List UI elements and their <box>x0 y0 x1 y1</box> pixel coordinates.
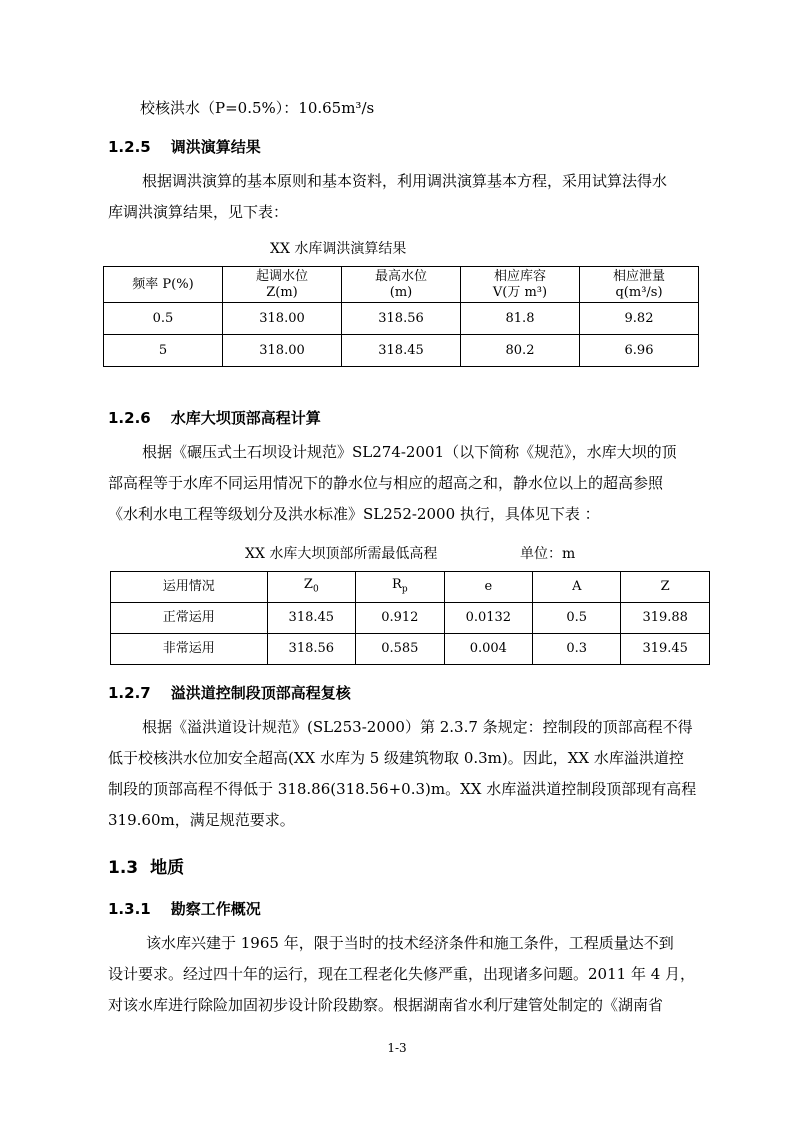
table-header-cell: A <box>533 572 621 603</box>
table-cell: 0.004 <box>444 634 533 665</box>
paragraph-line: 设计要求。经过四十年的运行，现在工程老化失修严重，出现诸多问题。2011 年 4 月， <box>108 965 696 983</box>
table-row <box>111 603 710 634</box>
table-cell: 非常运用 <box>111 634 268 665</box>
section-heading-1-2-7 <box>108 682 351 703</box>
section-number: 1.2.6 <box>108 409 151 427</box>
paragraph-line: 库调洪演算结果，见下表： <box>108 203 289 221</box>
table-cell: 318.56 <box>342 303 461 335</box>
section-number: 1.3 <box>108 858 139 878</box>
paragraph-line: 制段的顶部高程不得低于 318.86(318.56+0.3)m。XX 水库溢洪道控制段顶部现有高程 <box>108 780 697 798</box>
section-title: 地质 <box>150 858 185 878</box>
table-header-cell: Z <box>621 572 710 603</box>
table-cell: 81.8 <box>461 303 580 335</box>
paragraph-1-2-5 <box>108 166 700 228</box>
check-flood-line: 校核洪水（P=0.5%）：10.65m³/s <box>140 99 375 117</box>
table-header-cell: 最高水位 (m) <box>342 267 461 303</box>
section-title: 调洪演算结果 <box>170 138 261 156</box>
paragraph-line: 319.60m，满足规范要求。 <box>108 811 295 829</box>
table-cell: 319.45 <box>621 634 710 665</box>
paragraph-1-2-7 <box>108 712 700 836</box>
section-number: 1.2.5 <box>108 138 151 156</box>
dam-crest-elevation-table <box>110 571 710 665</box>
section-number: 1.2.7 <box>108 684 151 702</box>
table-cell: 318.00 <box>223 335 342 367</box>
paragraph-line: 对该水库进行除险加固初步设计阶段勘察。根据湖南省水利厅建管处制定的《湖南省 <box>108 996 664 1014</box>
paragraph-1-3-1 <box>108 928 700 1021</box>
paragraph-line: 《水利水电工程等级划分及洪水标准》SL252-2000 执行，具体见下表 ： <box>108 505 600 523</box>
table-header-cell: $Z_0$ <box>267 572 356 603</box>
table-row <box>104 335 699 367</box>
table-cell: 318.56 <box>267 634 356 665</box>
table-caption: XX 水库大坝顶部所需最低高程 <box>245 546 438 562</box>
table-cell: 正常运用 <box>111 603 268 634</box>
section-heading-1-3-1 <box>108 898 261 919</box>
table-cell: 318.45 <box>267 603 356 634</box>
table-header-row <box>104 267 699 303</box>
table-unit: 单位：m <box>520 546 576 562</box>
paragraph-line: 根据《碾压式土石坝设计规范》SL274-2001（以下简称《规范》，水库大坝的顶 <box>142 443 677 461</box>
section-title: 勘察工作概况 <box>170 900 261 918</box>
table-header-cell: 相应库容 V(万 m³) <box>461 267 580 303</box>
table-header-cell: $R_p$ <box>356 572 444 603</box>
paragraph-1-2-6 <box>108 437 700 530</box>
table-header-cell: 频率 P(%) <box>104 267 223 303</box>
section-heading-1-2-5 <box>108 136 261 157</box>
table-cell: 319.88 <box>621 603 710 634</box>
paragraph-line: 根据《溢洪道设计规范》(SL253-2000）第 2.3.7 条规定：控制段的顶部高程不得 <box>142 718 693 736</box>
section-heading-1-3 <box>108 853 184 878</box>
section-number: 1.3.1 <box>108 900 151 918</box>
table-row <box>104 303 699 335</box>
table-cell: 5 <box>104 335 223 367</box>
table-cell: 0.0132 <box>444 603 533 634</box>
flood-routing-table <box>103 266 699 367</box>
table-cell: 0.912 <box>356 603 444 634</box>
page-number: 1-3 <box>387 1041 407 1055</box>
table-cell: 0.5 <box>104 303 223 335</box>
table-cell: 6.96 <box>580 335 699 367</box>
section-title: 溢洪道控制段顶部高程复核 <box>170 684 351 702</box>
table-cell: 0.3 <box>533 634 621 665</box>
paragraph-line: 该水库兴建于 1965 年，限于当时的技术经济条件和施工条件，工程质量达不到 <box>146 934 674 952</box>
section-heading-1-2-6 <box>108 407 321 428</box>
table-header-cell: e <box>444 572 533 603</box>
table-row <box>111 634 710 665</box>
paragraph-line: 部高程等于水库不同运用情况下的静水位与相应的超高之和，静水位以上的超高参照 <box>108 474 664 492</box>
table-cell: 318.00 <box>223 303 342 335</box>
table-header-cell: 起调水位 Z(m) <box>223 267 342 303</box>
section-title: 水库大坝顶部高程计算 <box>170 409 321 427</box>
table-caption: XX 水库调洪演算结果 <box>270 241 407 257</box>
table-cell: 0.585 <box>356 634 444 665</box>
table-cell: 9.82 <box>580 303 699 335</box>
table-header-row <box>111 572 710 603</box>
table-header-cell: 相应泄量 q(m³/s) <box>580 267 699 303</box>
paragraph-line: 低于校核洪水位加安全超高(XX 水库为 5 级建筑物取 0.3m)。因此，XX 水库溢洪道控 <box>108 749 684 767</box>
table-header-cell: 运用情况 <box>111 572 268 603</box>
table-cell: 318.45 <box>342 335 461 367</box>
table-cell: 0.5 <box>533 603 621 634</box>
paragraph-line: 根据调洪演算的基本原则和基本资料，利用调洪演算基本方程，采用试算法得水 <box>142 172 668 190</box>
table-cell: 80.2 <box>461 335 580 367</box>
